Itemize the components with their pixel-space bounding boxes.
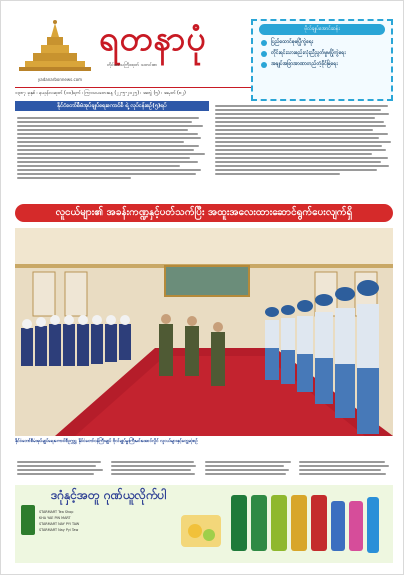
pagoda-emblem-icon (15, 19, 95, 75)
slogan-box (251, 19, 393, 101)
left-article-heading: နိုင်ငံတော်စီမံအုပ်ချုပ်ရေးကောင်စီ ရဲ့ လုပ်ငန်းစဉ်(၅)ရပ် (15, 101, 209, 111)
advertisement (15, 485, 393, 563)
bullet-icon (261, 51, 267, 57)
bullet-icon (261, 62, 267, 68)
news-photo (15, 228, 393, 436)
product-cans-image (175, 487, 389, 561)
slogan-item: ပြည်ထောင်စုမပြိုကွဲရေး (261, 39, 383, 46)
ad-line: STARMART Nay Pyi Taw (39, 528, 79, 532)
slogan-item: အချုပ်အခြာအာဏာတည်တံ့ခိုင်မြဲရေး (261, 61, 383, 68)
ad-line: KHA YAE PIN MART (39, 516, 71, 520)
site-url: yadanarbonnews.com (37, 77, 83, 82)
slogan-heading: ဗိုလ်ချုပ်အောင်ဆန်း (259, 24, 385, 35)
bottom-column-2 (111, 459, 199, 483)
newspaper-title: ရတနာပုံ (99, 19, 207, 59)
dateline: ၁၃၈၇ ခုနှစ် ၊ နယုန်လဆုတ် (၁၀)ရက် ၊ ကြာသပတေးနေ့ (၂၂-၅-၂၀၂၅) ၊ အတွဲ (၅) ၊ အမှတ် (၈၂) (15, 87, 257, 97)
ad-line: STARMART Tea Shop (39, 510, 74, 514)
main-headline: လူငယ်များ၏ အခန်းကဏ္ဍနှင့်ပတ်သက်ပြီး အထူးအလေးထားဆောင်ရွက်ပေးလျက်ရှိ (15, 204, 393, 222)
ad-store-list (39, 509, 159, 533)
brand-logo-icon (21, 505, 35, 535)
ad-title: ဒဂုံနှင့်အတူ ဂုဏ်ယူလိုက်ပါ (51, 488, 167, 502)
ad-line: STARMART NAY PYI TAW (39, 522, 80, 526)
left-article-body (17, 115, 207, 199)
bullet-icon (261, 40, 267, 46)
bottom-column-1 (17, 459, 105, 483)
bottom-column-4 (299, 459, 391, 483)
bottom-column-3 (205, 459, 293, 483)
right-article-body (215, 103, 393, 199)
slogan-item: တိုင်းရင်းသားစည်းလုံးညီညွတ်မှုမပြိုကွဲရေး (261, 50, 383, 57)
photo-caption: နိုင်ငံတော်စီမံအုပ်ချုပ်ရေးကောင်စီဥက္ကဋ္ဌ နိုင်ငံတော်ဝန်ကြီးချုပ် ဗိုလ်ချုပ်မှူးကြီးမင်းအောင်လှိုင် လူငယ်များနှင့်တွေ့ဆုံစဉ် (15, 439, 198, 444)
newspaper-subtitle: တိုင်းဒေသကြီးထုတ် သတင်းစာ (107, 63, 158, 68)
